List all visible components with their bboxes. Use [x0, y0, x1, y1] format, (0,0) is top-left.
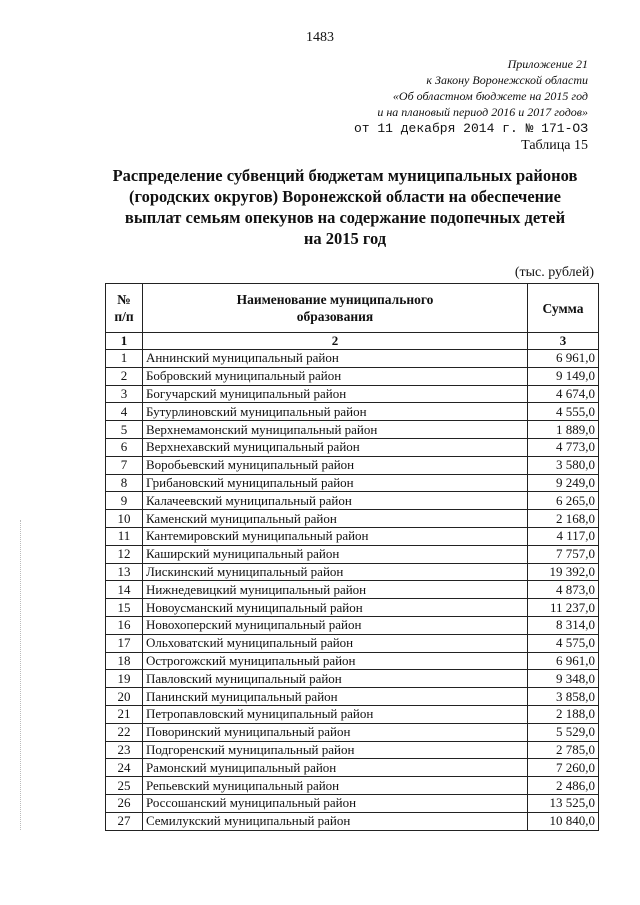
district-name: Рамонский муниципальный район	[142, 759, 527, 777]
title-line-4: на 2015 год	[303, 229, 387, 248]
district-name: Панинский муниципальный район	[142, 688, 527, 706]
row-number: 2	[106, 367, 143, 385]
subvention-amount: 9 348,0	[528, 670, 599, 688]
law-date-number: от 11 декабря 2014 г. № 171-ОЗ	[353, 121, 588, 136]
header-number	[106, 284, 143, 333]
row-number: 8	[106, 474, 143, 492]
district-name: Семилукский муниципальный район	[142, 812, 527, 830]
row-number: 10	[106, 510, 143, 528]
table-row	[106, 670, 599, 688]
table-body	[106, 350, 599, 831]
appendix-line-3: «Об областном бюджете на 2015 год	[392, 89, 588, 103]
table-row	[106, 563, 599, 581]
header-sum: Сумма	[528, 284, 599, 333]
district-name: Россошанский муниципальный район	[142, 794, 527, 812]
table-row	[106, 705, 599, 723]
column-number-row	[106, 333, 599, 350]
district-name: Новохоперский муниципальный район	[142, 616, 527, 634]
appendix-line-4: и на плановый период 2016 и 2017 годов»	[377, 105, 588, 119]
table-row	[106, 456, 599, 474]
subvention-amount: 7 260,0	[528, 759, 599, 777]
column-number-2: 2	[142, 333, 527, 350]
document-title	[90, 165, 600, 249]
subvention-amount: 6 961,0	[528, 652, 599, 670]
subvention-amount: 4 773,0	[528, 438, 599, 456]
page-number: 1483	[306, 30, 334, 45]
subvention-table	[105, 283, 599, 831]
row-number: 6	[106, 438, 143, 456]
district-name: Нижнедевицкий муниципальный район	[142, 581, 527, 599]
row-number: 19	[106, 670, 143, 688]
subvention-amount: 6 961,0	[528, 350, 599, 368]
row-number: 3	[106, 385, 143, 403]
table-row	[106, 403, 599, 421]
table-row	[106, 367, 599, 385]
appendix-line-2: к Закону Воронежской области	[426, 73, 588, 87]
subvention-amount: 2 188,0	[528, 705, 599, 723]
table-row	[106, 794, 599, 812]
table-row	[106, 616, 599, 634]
district-name: Кантемировский муниципальный район	[142, 527, 527, 545]
district-name: Бутурлиновский муниципальный район	[142, 403, 527, 421]
subvention-amount: 4 674,0	[528, 385, 599, 403]
subvention-amount: 4 555,0	[528, 403, 599, 421]
row-number: 26	[106, 794, 143, 812]
header-name	[142, 284, 527, 333]
row-number: 12	[106, 545, 143, 563]
units-label: (тыс. рублей)	[514, 265, 594, 280]
district-name: Богучарский муниципальный район	[142, 385, 527, 403]
table-row	[106, 545, 599, 563]
table-row	[106, 777, 599, 795]
table-row	[106, 581, 599, 599]
row-number: 20	[106, 688, 143, 706]
district-name: Грибановский муниципальный район	[142, 474, 527, 492]
district-name: Репьевский муниципальный район	[142, 777, 527, 795]
district-name: Верхнемамонский муниципальный район	[142, 421, 527, 439]
row-number: 13	[106, 563, 143, 581]
subvention-amount: 1 889,0	[528, 421, 599, 439]
row-number: 23	[106, 741, 143, 759]
row-number: 15	[106, 599, 143, 617]
row-number: 27	[106, 812, 143, 830]
row-number: 4	[106, 403, 143, 421]
table-row	[106, 723, 599, 741]
subvention-amount: 2 785,0	[528, 741, 599, 759]
subvention-amount: 8 314,0	[528, 616, 599, 634]
district-name: Верхнехавский муниципальный район	[142, 438, 527, 456]
subvention-amount: 9 249,0	[528, 474, 599, 492]
header-number-symbol: №	[117, 292, 131, 307]
district-name: Аннинский муниципальный район	[142, 350, 527, 368]
row-number: 14	[106, 581, 143, 599]
row-number: 5	[106, 421, 143, 439]
table-row	[106, 421, 599, 439]
district-name: Калачеевский муниципальный район	[142, 492, 527, 510]
row-number: 9	[106, 492, 143, 510]
table-row	[106, 634, 599, 652]
header-name-line-1: Наименование муниципального	[236, 292, 434, 307]
column-number-1: 1	[106, 333, 143, 350]
header-name-line-2: образования	[296, 309, 374, 324]
subvention-amount: 7 757,0	[528, 545, 599, 563]
subvention-amount: 4 117,0	[528, 527, 599, 545]
table-row	[106, 812, 599, 830]
district-name: Ольховатский муниципальный район	[142, 634, 527, 652]
column-number-3: 3	[528, 333, 599, 350]
row-number: 18	[106, 652, 143, 670]
district-name: Поворинский муниципальный район	[142, 723, 527, 741]
row-number: 16	[106, 616, 143, 634]
district-name: Лискинский муниципальный район	[142, 563, 527, 581]
subvention-amount: 6 265,0	[528, 492, 599, 510]
subvention-amount: 19 392,0	[528, 563, 599, 581]
row-number: 7	[106, 456, 143, 474]
appendix-reference	[288, 56, 588, 155]
subvention-amount: 13 525,0	[528, 794, 599, 812]
table-row	[106, 688, 599, 706]
row-number: 17	[106, 634, 143, 652]
table-row	[106, 385, 599, 403]
district-name: Каширский муниципальный район	[142, 545, 527, 563]
subvention-amount: 4 575,0	[528, 634, 599, 652]
district-name: Павловский муниципальный район	[142, 670, 527, 688]
row-number: 11	[106, 527, 143, 545]
subvention-amount: 4 873,0	[528, 581, 599, 599]
title-line-1: Распределение субвенций бюджетам муниципальных районов	[112, 166, 578, 185]
district-name: Новоусманский муниципальный район	[142, 599, 527, 617]
district-name: Подгоренский муниципальный район	[142, 741, 527, 759]
subvention-amount: 2 168,0	[528, 510, 599, 528]
table-row	[106, 652, 599, 670]
district-name: Бобровский муниципальный район	[142, 367, 527, 385]
table-row	[106, 527, 599, 545]
scan-margin-mark	[20, 520, 23, 830]
title-line-3: выплат семьям опекунов на содержание подопечных детей	[124, 208, 566, 227]
row-number: 21	[106, 705, 143, 723]
table-row	[106, 741, 599, 759]
district-name: Петропавловский муниципальный район	[142, 705, 527, 723]
table-label: Таблица 15	[521, 138, 588, 153]
table-row	[106, 759, 599, 777]
table-row	[106, 474, 599, 492]
table-row	[106, 438, 599, 456]
title-line-2: (городских округов) Воронежской области на обеспечение	[129, 187, 561, 206]
subvention-amount: 3 580,0	[528, 456, 599, 474]
table-row	[106, 350, 599, 368]
header-number-abbr: п/п	[114, 309, 134, 324]
table-header-row	[106, 284, 599, 333]
subvention-amount: 2 486,0	[528, 777, 599, 795]
appendix-line-1: Приложение 21	[507, 57, 588, 71]
row-number: 22	[106, 723, 143, 741]
table-row	[106, 510, 599, 528]
table-row	[106, 599, 599, 617]
district-name: Каменский муниципальный район	[142, 510, 527, 528]
row-number: 1	[106, 350, 143, 368]
district-name: Воробьевский муниципальный район	[142, 456, 527, 474]
table-row	[106, 492, 599, 510]
subvention-amount: 3 858,0	[528, 688, 599, 706]
district-name: Острогожский муниципальный район	[142, 652, 527, 670]
subvention-amount: 11 237,0	[528, 599, 599, 617]
row-number: 25	[106, 777, 143, 795]
subvention-amount: 5 529,0	[528, 723, 599, 741]
row-number: 24	[106, 759, 143, 777]
subvention-amount: 10 840,0	[528, 812, 599, 830]
subvention-amount: 9 149,0	[528, 367, 599, 385]
